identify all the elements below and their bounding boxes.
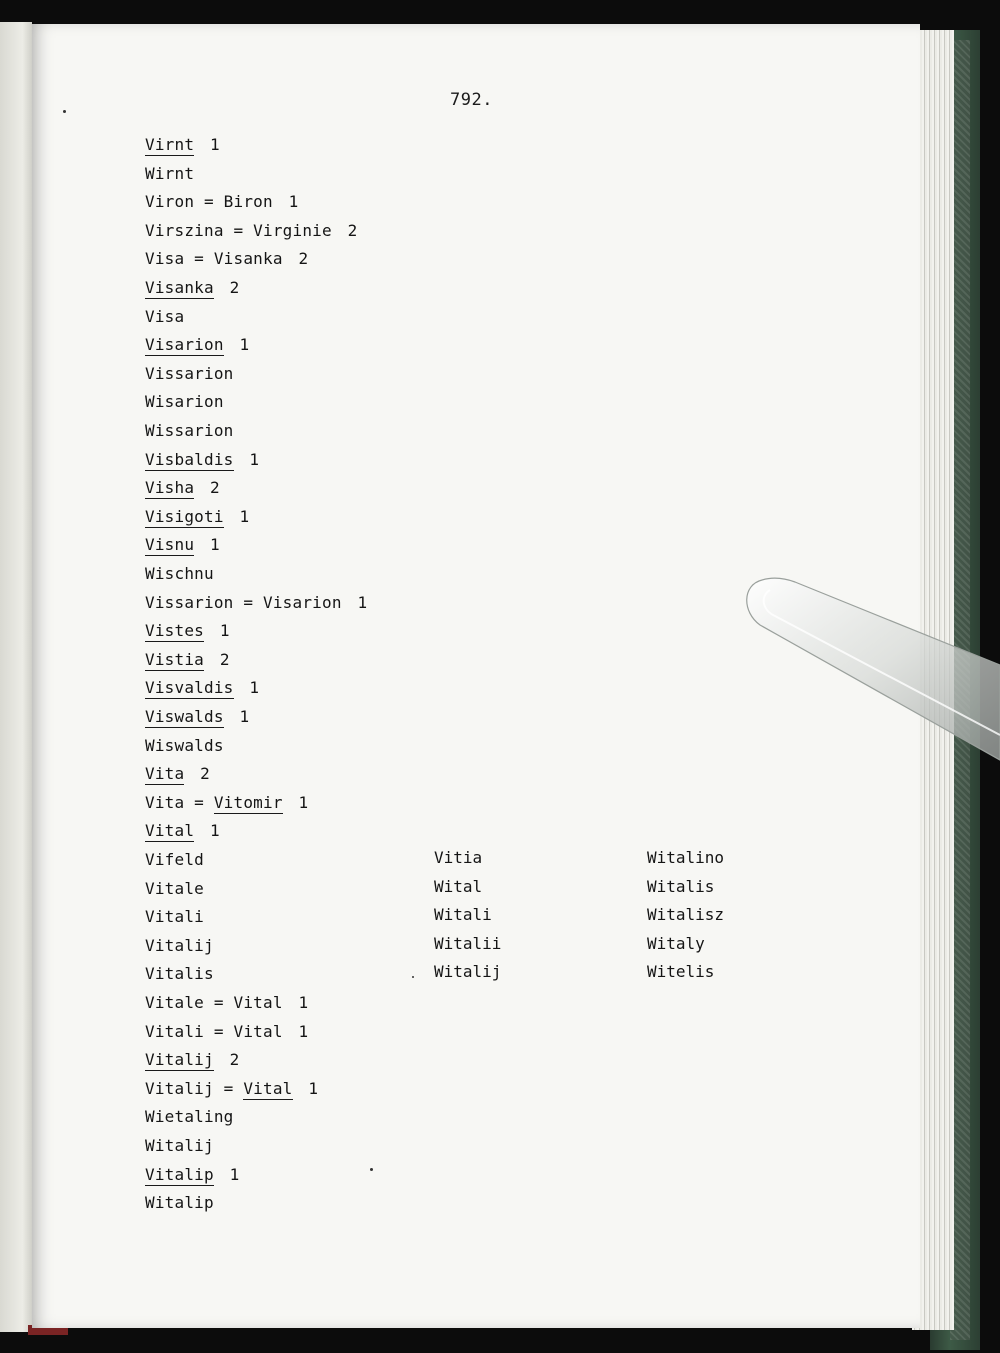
entry-line [145, 1080, 318, 1098]
entry-count: 1 [278, 192, 299, 212]
entry-count: 1 [239, 678, 260, 698]
underlined-headword: Vital [145, 821, 195, 841]
entry-count: 1 [288, 792, 309, 812]
entry-line [145, 937, 214, 955]
entry-text: Vissarion = Visarion [145, 592, 342, 612]
entry-count: 1 [229, 335, 250, 355]
entry-line [145, 336, 249, 354]
entry-text: Virszina = Virginie [145, 220, 332, 240]
entry-text: Vitalij = [145, 1078, 244, 1098]
entry-line [145, 1137, 214, 1155]
entry-line [145, 880, 204, 898]
entry-count: 2 [288, 249, 309, 269]
variant-form: Vitali [145, 907, 204, 927]
entry-line [145, 308, 184, 326]
entry-text: Visa = Visanka [145, 249, 283, 269]
variant-form: Witalii [434, 933, 502, 953]
variant-form: Witelis [647, 962, 715, 982]
underlined-headword: Vitalij [145, 1050, 214, 1070]
entry-line [145, 565, 214, 583]
entry-count: 1 [288, 993, 309, 1012]
entry-count: 1 [347, 592, 368, 612]
variant-form: Vissarion [145, 363, 234, 383]
underlined-headword: Vistia [145, 649, 204, 669]
underlined-headword: Visarion [145, 335, 224, 355]
entry-line [145, 965, 214, 983]
entry-line [145, 1051, 240, 1069]
variant-form: Witalisz [647, 905, 725, 925]
entry-line [145, 1194, 214, 1212]
entry-line [145, 136, 220, 154]
variant-form: Witalip [145, 1193, 214, 1213]
variant-form: Witaly [647, 933, 705, 953]
variant-form: Wischnu [145, 564, 214, 583]
variant-form: Witalino [647, 848, 725, 867]
entry-line [145, 822, 220, 840]
ink-speck [370, 1168, 373, 1171]
underlined-headword: Vitalip [145, 1164, 214, 1184]
entry-line [145, 222, 358, 240]
variant-form: Wirnt [145, 163, 195, 183]
variant-form: Vitalis [145, 964, 214, 984]
entry-count: 1 [229, 506, 250, 526]
entry-text: Viron = Biron [145, 192, 273, 212]
entry-line [145, 536, 220, 554]
entry-count: 1 [200, 821, 220, 841]
underlined-headword: Vita [145, 764, 185, 784]
entry-count: 1 [210, 621, 230, 641]
ink-speck [63, 110, 66, 113]
variant-form: Wisarion [145, 392, 224, 412]
entry-line [145, 422, 234, 440]
entry-line [145, 679, 259, 697]
variant-form: Wissarion [145, 421, 234, 440]
entry-count: 2 [210, 649, 230, 669]
entry-line [145, 851, 204, 869]
variant-form: Visa [145, 306, 185, 326]
entry-line [145, 594, 367, 612]
entry-text: Vita = [145, 792, 214, 812]
entry-line [145, 737, 224, 755]
underlined-headword: Visigoti [145, 506, 224, 526]
entry-line [145, 765, 210, 783]
entry-count: 2 [200, 478, 220, 498]
entry-count: 2 [219, 1050, 240, 1070]
page-number: 792. [450, 90, 493, 110]
entry-text: Vitale = Vital [145, 993, 283, 1012]
underlined-headword: Visnu [145, 535, 195, 555]
underlined-headword: Virnt [145, 135, 195, 154]
left-page-edge [0, 22, 32, 1332]
variant-form: Witali [434, 905, 492, 925]
variant-form: Wiswalds [145, 735, 224, 755]
entry-line [145, 708, 249, 726]
entry-count: 2 [190, 764, 211, 784]
entry-line [145, 622, 230, 640]
variant-form: Vitale [145, 878, 204, 898]
underlined-headword: Visanka [145, 278, 214, 297]
variant-form: Vitalij [145, 935, 214, 955]
entry-line [145, 250, 308, 268]
document-page [32, 24, 920, 1328]
underlined-headword: Visvaldis [145, 678, 234, 698]
variant-form: Wital [434, 876, 483, 896]
underlined-headword: Visha [145, 478, 195, 498]
entry-line [145, 279, 240, 297]
entry-line [145, 1108, 234, 1126]
variant-form: Witalij [145, 1136, 214, 1155]
entry-count: 1 [200, 535, 220, 555]
variant-form: Vifeld [145, 850, 204, 869]
entry-count: 1 [200, 135, 220, 154]
entry-count: 1 [219, 1164, 240, 1184]
entry-line [145, 994, 308, 1012]
variant-form: Vitia [434, 848, 483, 867]
underlined-headword: Vistes [145, 621, 204, 641]
entry-line [145, 393, 224, 411]
variant-form: Witalis [647, 876, 715, 896]
variant-form: Witalij [434, 962, 502, 982]
ink-speck [412, 976, 414, 978]
underlined-headword: Vital [243, 1078, 293, 1098]
entry-text: Vitali = Vital [145, 1021, 283, 1041]
entry-line [145, 165, 194, 183]
entry-count: 1 [239, 449, 260, 469]
variant-form: Wietaling [145, 1107, 234, 1127]
underlined-headword: Visbaldis [145, 449, 234, 469]
entry-line [145, 365, 234, 383]
entry-line [145, 479, 220, 497]
entry-line [145, 651, 230, 669]
entry-line [145, 193, 299, 211]
entry-count: 1 [229, 707, 250, 726]
entry-line [145, 451, 259, 469]
underlined-headword: Vitomir [213, 792, 283, 812]
entry-line [145, 1166, 240, 1184]
entry-count: 2 [219, 278, 240, 297]
entry-count: 1 [288, 1021, 309, 1041]
entry-line [145, 794, 308, 812]
entry-line [145, 1023, 308, 1041]
entry-count: 2 [337, 220, 358, 240]
entry-count: 1 [298, 1078, 319, 1098]
entry-line [145, 908, 204, 926]
entry-line [145, 508, 249, 526]
underlined-headword: Viswalds [145, 707, 224, 726]
